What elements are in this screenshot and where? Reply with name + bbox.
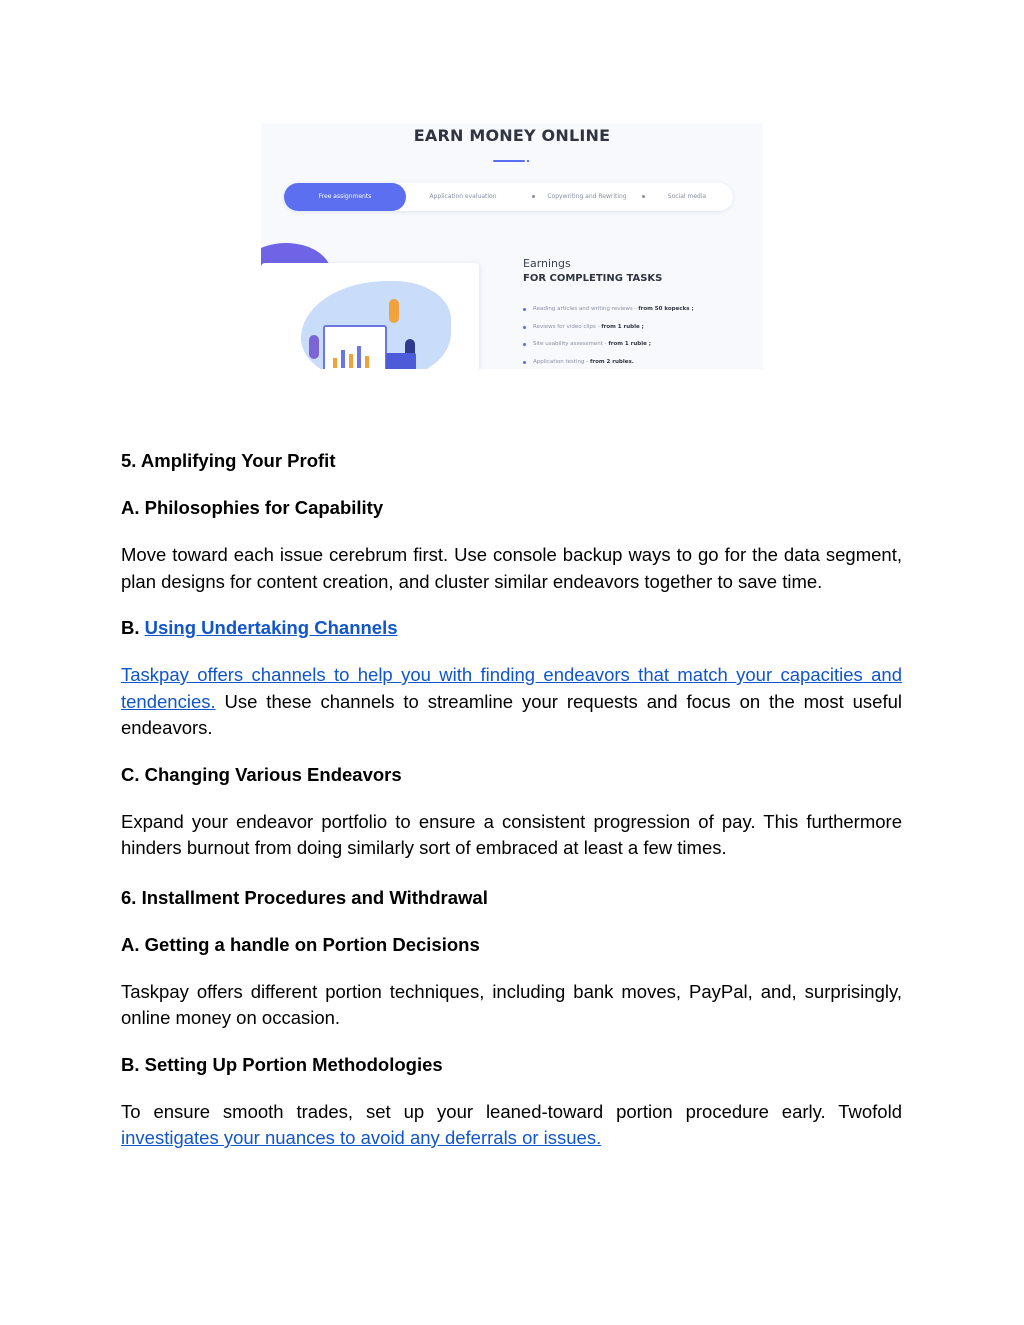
earnings-item: Site usability assessment - from 1 ruble ;	[523, 341, 694, 359]
section-6-heading: 6. Installment Procedures and Withdrawal	[121, 886, 488, 908]
section-5b-heading: B. Using Undertaking Channels	[121, 617, 398, 638]
taskpay-channels-link[interactable]: Taskpay offers channels to help you with finding endeavors that match your capacities and tendencies.	[121, 664, 902, 712]
person-illustration	[389, 299, 399, 323]
hero-tab-separator	[642, 195, 645, 198]
section-6b-heading: B. Setting Up Portion Methodologies	[121, 1053, 443, 1075]
section-5c-heading: C. Changing Various Endeavors	[121, 763, 402, 785]
section-5-heading: 5. Amplifying Your Profit	[121, 450, 336, 471]
hero-tab-application-evaluation: Application evaluation	[429, 193, 497, 200]
section-6b-paragraph: To ensure smooth trades, set up your leaned-toward portion procedure early. Twofold investigates your nuances to avoid any deferrals or issues.	[121, 1100, 902, 1148]
person-illustration	[309, 335, 319, 359]
investigates-nuances-link[interactable]: investigates your nuances to avoid any deferrals or issues.	[121, 1127, 602, 1148]
chart-bar-illustration	[341, 350, 345, 368]
hero-tab-social-media: Social media	[667, 193, 707, 200]
section-5b-paragraph: Taskpay offers channels to help you with finding endeavors that match your capacities and tendencies. Use these channels to streamline your requests and focus on the most useful endeavors.	[121, 664, 902, 738]
chart-bar-illustration	[357, 346, 361, 368]
earnings-item: Reading articles and writing reviews - from 50 kopecks ;	[523, 306, 694, 324]
laptop-illustration	[386, 353, 416, 369]
hero-underline	[493, 160, 525, 162]
hero-tab-copywriting: Copywriting and Rewriting	[547, 193, 627, 200]
earnings-label: Earnings	[523, 257, 571, 270]
undertaking-channels-link[interactable]: Using Undertaking Channels	[144, 617, 398, 638]
hero-tab-free-assignments: Free assignments	[284, 183, 406, 211]
chart-bar-illustration	[349, 354, 353, 368]
hero-image	[261, 123, 763, 369]
section-5a-paragraph: Move toward each issue cerebrum first. Use console backup ways to go for the data segment, plan designs for content creation, and cluster similar endeavors together to save time.	[121, 544, 902, 592]
section-5c-paragraph: Expand your endeavor portfolio to ensure a consistent progression of pay. This furthermore hinders burnout from doing similarly sort of embraced at least a few times.	[121, 810, 902, 858]
section-5a-heading: A. Philosophies for Capability	[121, 497, 384, 518]
hero-underline-dot	[527, 160, 529, 162]
chart-bar-illustration	[365, 356, 369, 368]
illustration-card	[261, 263, 479, 369]
earnings-item: Application testing - from 2 rubles.	[523, 359, 694, 370]
hero-title: EARN MONEY ONLINE	[413, 126, 611, 145]
hero-tabbar	[284, 183, 733, 211]
document-body	[121, 448, 902, 1152]
section-6a-paragraph: Taskpay offers different portion techniques, including bank moves, PayPal, and, surprisingly, online money on occasion.	[121, 980, 902, 1028]
section-6a-heading: A. Getting a handle on Portion Decisions	[121, 933, 480, 955]
earnings-item: Reviews for video clips - from 1 ruble ;	[523, 324, 694, 342]
monitor-illustration	[323, 325, 387, 369]
chart-bar-illustration	[333, 358, 337, 368]
earnings-list	[523, 306, 694, 369]
earnings-heading: FOR COMPLETING TASKS	[523, 273, 663, 284]
hero-tab-separator	[532, 195, 535, 198]
